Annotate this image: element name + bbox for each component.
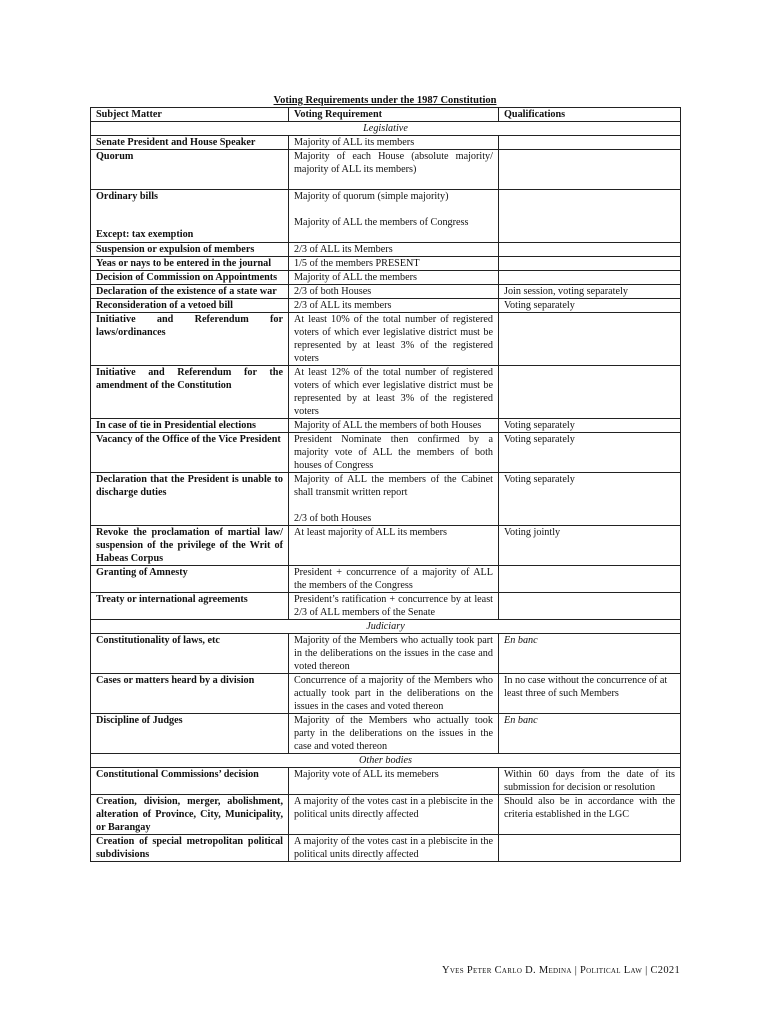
requirement-cell: Majority vote of ALL its memebers [289,768,499,795]
subject-cell: Constitutionality of laws, etc [91,634,289,674]
subject-cell: Revoke the proclamation of martial law/ suspension of the privilege of the Writ of Habeas Corpus [91,526,289,566]
requirement-main: Majority of ALL the members of the Cabinet shall transmit written report [294,474,493,498]
qualification-cell [499,257,681,271]
qualification-cell [499,366,681,419]
footer-author: Yves Peter Carlo D. Medina [441,965,572,976]
subject-cell: Decision of Commission on Appointments [91,271,289,285]
subject-cell: Granting of Amnesty [91,566,289,593]
subject-cell: Treaty or international agreements [91,593,289,620]
qualification-cell [499,593,681,620]
document-title: Voting Requirements under the 1987 Constitution [273,95,497,106]
table-row [91,190,681,243]
qualification-cell: In no case without the concurrence of at least three of such Members [499,674,681,714]
qualification-cell [499,313,681,366]
section-row [91,754,681,768]
subject-cell: Declaration of the existence of a state war [91,285,289,299]
table-row [91,768,681,795]
requirement-cell: President + concurrence of a majority of ALL the members of the Congress [289,566,499,593]
requirement-secondary: Majority of ALL the members of Congress [294,217,469,228]
subject-cell: Creation of special metropolitan political subdivisions [91,835,289,862]
subject-cell: Creation, division, merger, abolishment, alteration of Province, City, Municipality, or Barangay [91,795,289,835]
table-row [91,257,681,271]
qualification-cell [499,150,681,190]
table-row [91,419,681,433]
section-row [91,122,681,136]
requirement-cell: At least 10% of the total number of registered voters of which ever legislative district must be represented by at least 3% of the registered voters [289,313,499,366]
page-footer [442,965,680,976]
table-row [91,795,681,835]
subject-cell: Initiative and Referendum for the amendment of the Constitution [91,366,289,419]
subject-cell: Constitutional Commissions’ decision [91,768,289,795]
subject-cell: In case of tie in Presidential elections [91,419,289,433]
subject-cell: Discipline of Judges [91,714,289,754]
table-row [91,313,681,366]
requirement-cell: 1/5 of the members PRESENT [289,257,499,271]
requirement-cell: At least majority of ALL its members [289,526,499,566]
qualification-cell [499,835,681,862]
table-row [91,634,681,674]
footer-subject: Political Law [580,965,643,976]
subject-cell: Senate President and House Speaker [91,136,289,150]
requirement-cell: Majority of the Members who actually took party in the deliberations on the issues in the case and voted thereon [289,714,499,754]
table-row [91,285,681,299]
requirement-cell: Majority of the Members who actually took part in the deliberations on the issues in the case and voted thereon [289,634,499,674]
table-row [91,150,681,190]
qualification-cell [499,271,681,285]
requirement-cell [289,473,499,526]
qualification-cell: Should also be in accordance with the criteria established in the LGC [499,795,681,835]
subject-main: Ordinary bills [96,191,158,202]
table-row [91,136,681,150]
subject-exception: Except: tax exemption [96,229,194,240]
table-row [91,299,681,313]
header-requirement: Voting Requirement [289,108,499,122]
requirement-cell: At least 12% of the total number of registered voters of which ever legislative district must be represented by at least 3% of the registered voters [289,366,499,419]
subject-cell: Declaration that the President is unable to discharge duties [91,473,289,526]
requirement-cell: Concurrence of a majority of the Members who actually took part in the deliberations on the issues in the cases and voted thereon [289,674,499,714]
section-judiciary: Judiciary [91,620,681,634]
table-row [91,593,681,620]
requirement-cell: President’s ratification + concurrence by at least 2/3 of ALL members of the Senate [289,593,499,620]
subject-cell: Yeas or nays to be entered in the journal [91,257,289,271]
voting-requirements-table [90,107,681,862]
header-qualifications: Qualifications [499,108,681,122]
requirement-cell: 2/3 of ALL its members [289,299,499,313]
qualification-cell [499,190,681,243]
subject-cell: Reconsideration of a vetoed bill [91,299,289,313]
requirement-cell: A majority of the votes cast in a plebiscite in the political units directly affected [289,795,499,835]
requirement-cell: Majority of ALL its members [289,136,499,150]
requirement-cell: 2/3 of ALL its Members [289,243,499,257]
qualification-cell: Voting separately [499,433,681,473]
qualification-cell: Voting separately [499,419,681,433]
table-row [91,526,681,566]
requirement-cell: Majority of ALL the members of both Houses [289,419,499,433]
table-row [91,271,681,285]
qualification-cell [499,566,681,593]
qualification-cell: Voting jointly [499,526,681,566]
section-other-bodies: Other bodies [91,754,681,768]
qualification-cell: Join session, voting separately [499,285,681,299]
table-row [91,243,681,257]
requirement-cell: 2/3 of both Houses [289,285,499,299]
requirement-cell: Majority of each House (absolute majority/ majority of ALL its members) [289,150,499,190]
qualification-cell: Voting separately [499,299,681,313]
requirement-cell: Majority of ALL the members [289,271,499,285]
subject-cell [91,190,289,243]
header-subject: Subject Matter [91,108,289,122]
footer-separator: | [645,965,648,976]
qualification-cell [499,243,681,257]
footer-year: C2021 [650,965,680,976]
table-row [91,835,681,862]
requirement-cell [289,190,499,243]
table-row [91,674,681,714]
section-legislative: Legislative [91,122,681,136]
qualification-cell: Voting separately [499,473,681,526]
qualification-cell [499,136,681,150]
subject-cell: Suspension or expulsion of members [91,243,289,257]
subject-cell: Vacancy of the Office of the Vice President [91,433,289,473]
qualification-cell: En banc [499,714,681,754]
subject-cell: Cases or matters heard by a division [91,674,289,714]
table-row [91,714,681,754]
table-row [91,366,681,419]
table-row [91,433,681,473]
requirement-cell: A majority of the votes cast in a plebiscite in the political units directly affected [289,835,499,862]
subject-cell: Quorum [91,150,289,190]
requirement-cell: President Nominate then confirmed by a majority vote of ALL the members of both houses of Congress [289,433,499,473]
qualification-cell: Within 60 days from the date of its submission for decision or resolution [499,768,681,795]
footer-separator: | [574,965,578,976]
section-row [91,620,681,634]
subject-cell: Initiative and Referendum for laws/ordinances [91,313,289,366]
qualification-cell: En banc [499,634,681,674]
requirement-secondary: 2/3 of both Houses [294,513,372,524]
requirement-main: Majority of quorum (simple majority) [294,191,449,202]
header-row [91,108,681,122]
table-row [91,473,681,526]
table-row [91,566,681,593]
